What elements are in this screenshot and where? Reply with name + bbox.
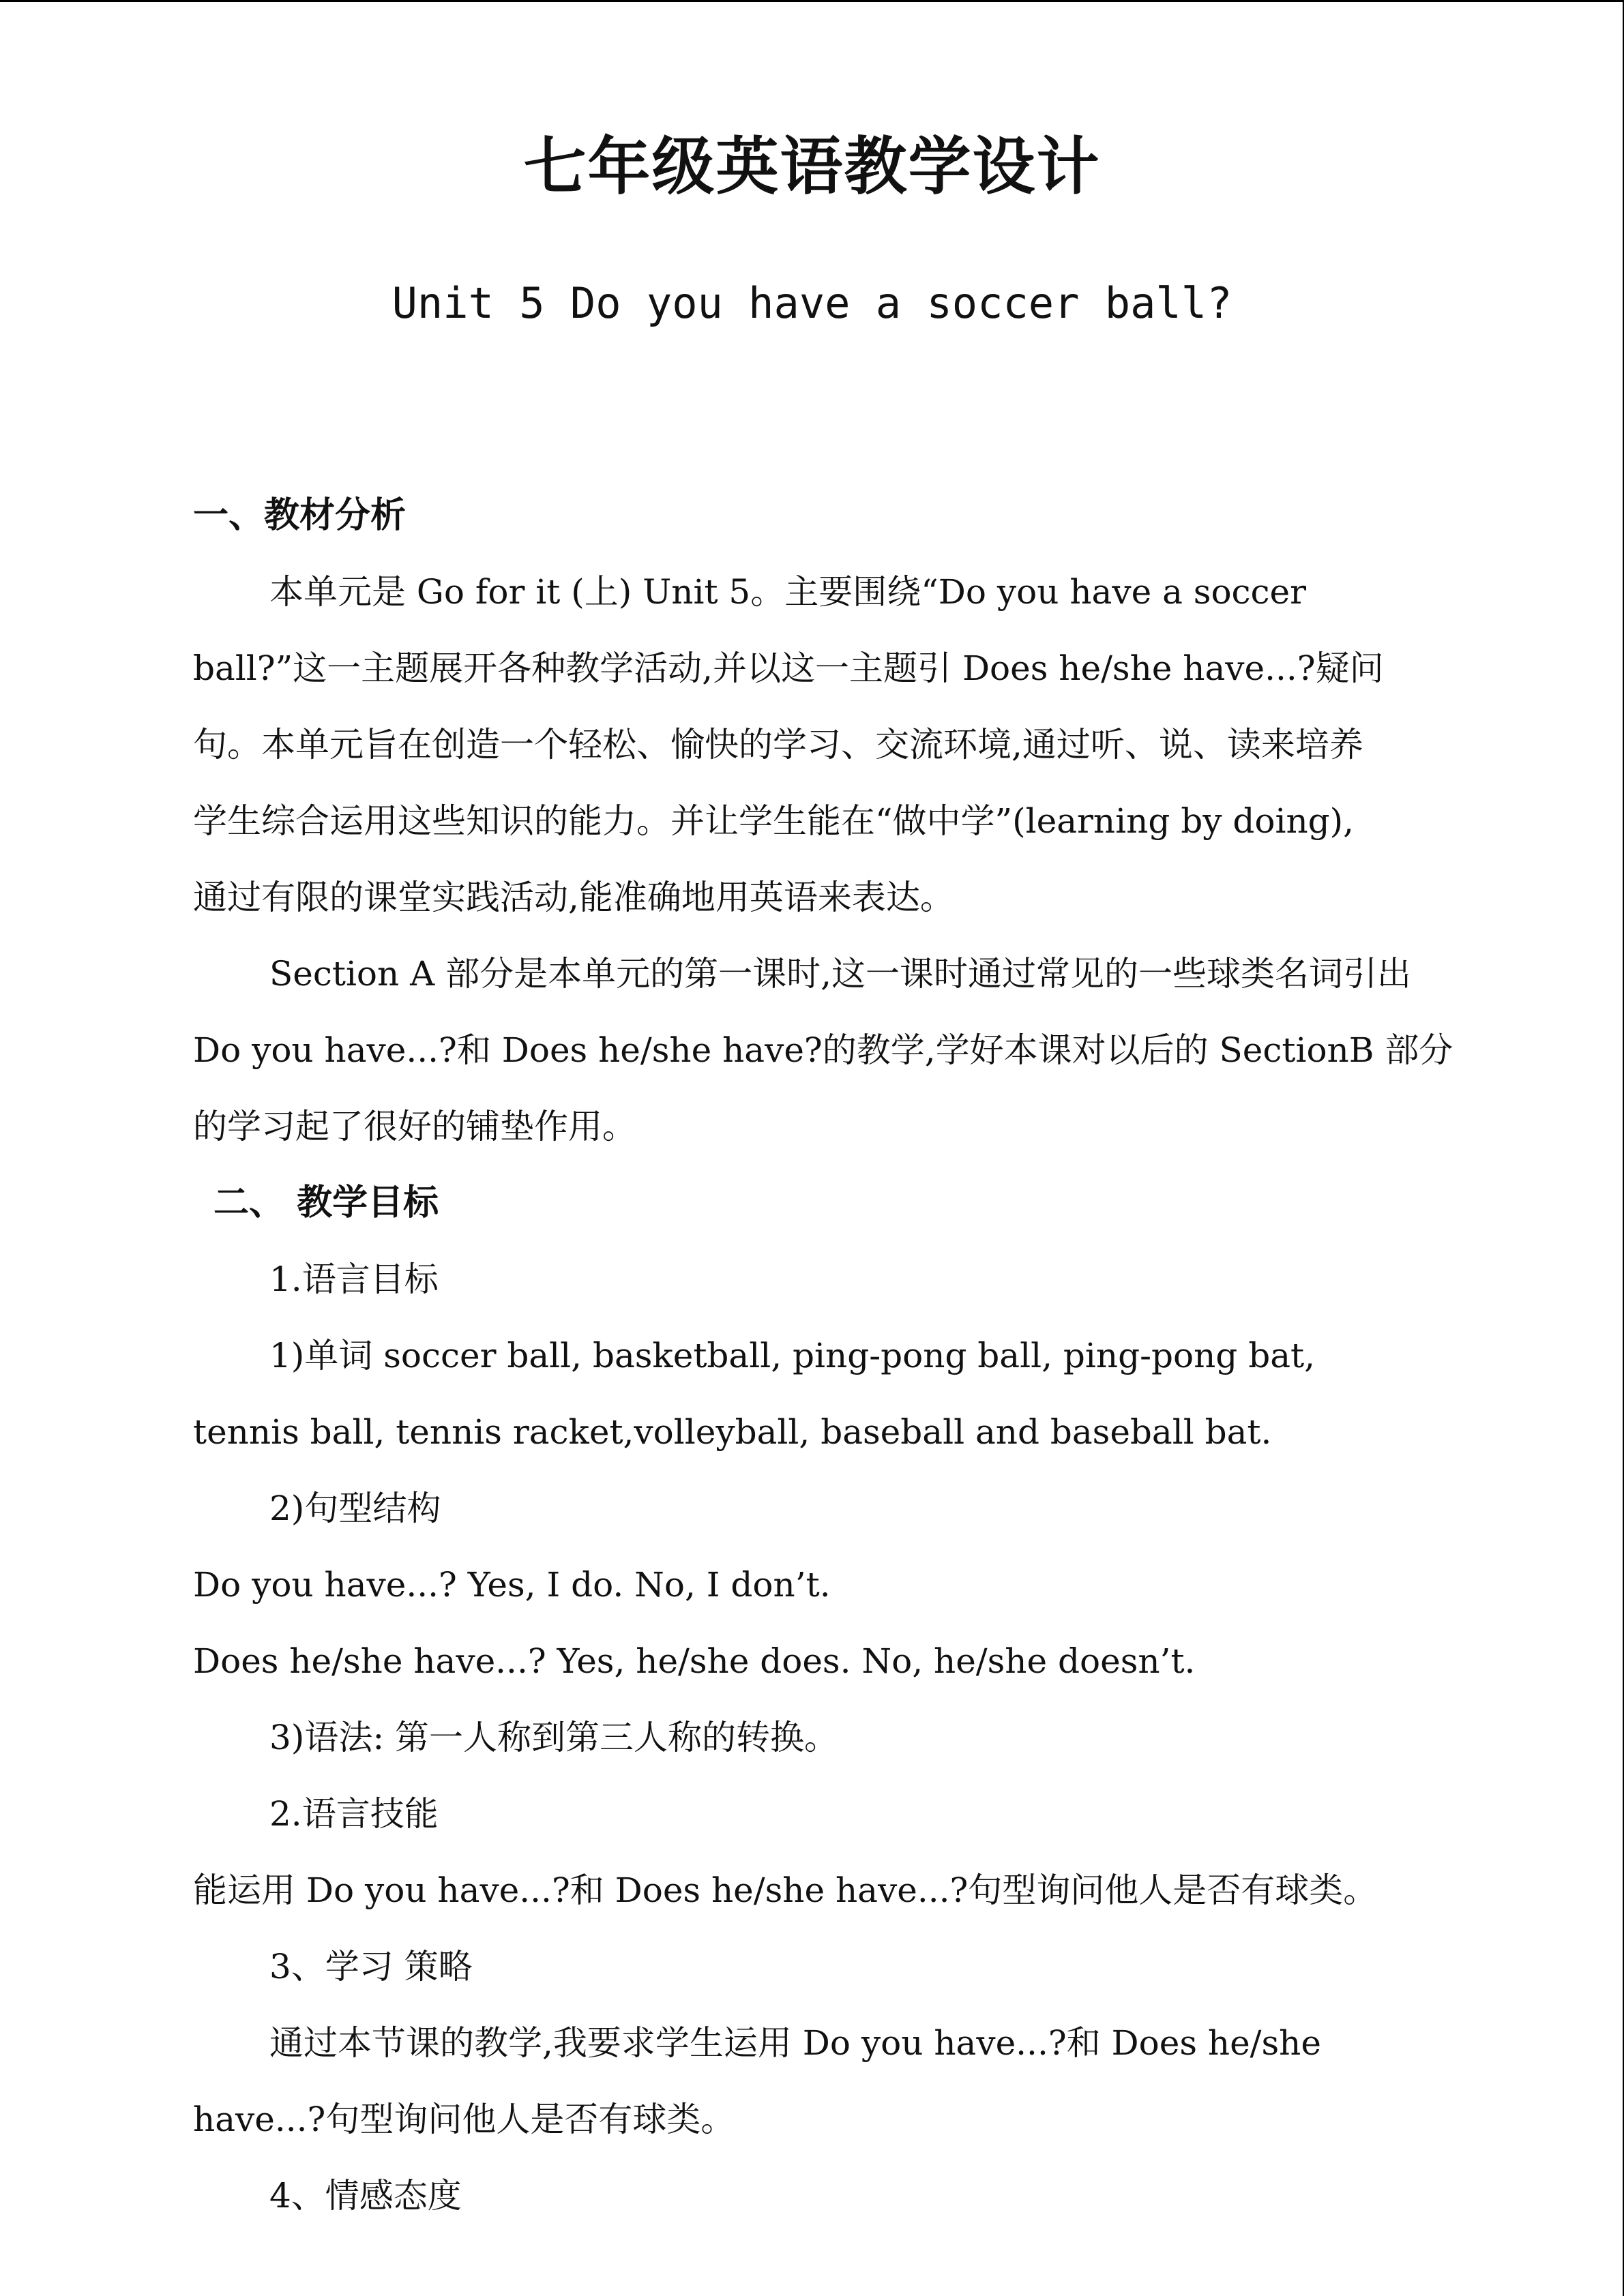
paragraph-line: Section A 部分是本单元的第一课时,这一课时通过常见的一些球类名词引出	[269, 954, 1412, 994]
example-sentence: Do you have...? Yes, I do. No, I don’t.	[193, 1565, 831, 1605]
paragraph-line: 通过本节课的教学,我要求学生运用 Do you have...?和 Does he/she	[269, 2023, 1321, 2063]
paragraph-line: 的学习起了很好的铺垫作用。	[193, 1107, 636, 1146]
section-heading-material-analysis: 一、教材分析	[193, 495, 407, 536]
subheading-sentence-structure: 2)句型结构	[269, 1489, 441, 1528]
top-border	[0, 0, 1624, 2]
paragraph-line: 学生综合运用这些知识的能力。并让学生能在“做中学”(learning by doing),	[193, 801, 1355, 841]
paragraph-line: have...?句型询问他人是否有球类。	[193, 2100, 735, 2139]
document-body	[193, 477, 1544, 2234]
paragraph-line: 通过有限的课堂实践活动,能准确地用英语来表达。	[193, 878, 954, 917]
document-title: 七年级英语教学设计	[523, 130, 1101, 203]
paragraph-line: 3)语法: 第一人称到第三人称的转换。	[269, 1718, 839, 1757]
section-heading-teaching-goals: 二、 教学目标	[213, 1182, 439, 1223]
subheading-language-skills: 2.语言技能	[269, 1794, 439, 1834]
example-sentence: Does he/she have...? Yes, he/she does. No, he/she doesn’t.	[193, 1641, 1196, 1681]
paragraph-line: ball?”这一主题展开各种教学活动,并以这一主题引 Does he/she have...?疑问	[193, 648, 1384, 688]
document-subtitle: Unit 5 Do you have a soccer ball?	[392, 278, 1232, 328]
paragraph-line: tennis ball, tennis racket,volleyball, baseball and baseball bat.	[193, 1412, 1272, 1452]
paragraph-line: Do you have...?和 Does he/she have?的教学,学好本课对以后的 SectionB 部分	[193, 1030, 1453, 1070]
paragraph-line: 本单元是 Go for it (上) Unit 5。主要围绕“Do you have a soccer	[269, 572, 1307, 612]
subheading-emotional-attitude: 4、情感态度	[269, 2176, 462, 2216]
subheading-language-goals: 1.语言目标	[269, 1259, 439, 1299]
paragraph-line: 句。本单元旨在创造一个轻松、愉快的学习、交流环境,通过听、说、读来培养	[193, 725, 1363, 764]
paragraph-line: 1)单词 soccer ball, basketball, ping-pong ball, ping-pong bat,	[269, 1336, 1316, 1375]
paragraph-line: 能运用 Do you have...?和 Does he/she have...?句型询问他人是否有球类。	[193, 1870, 1378, 1910]
subheading-learning-strategy: 3、学习 策略	[269, 1947, 473, 1986]
